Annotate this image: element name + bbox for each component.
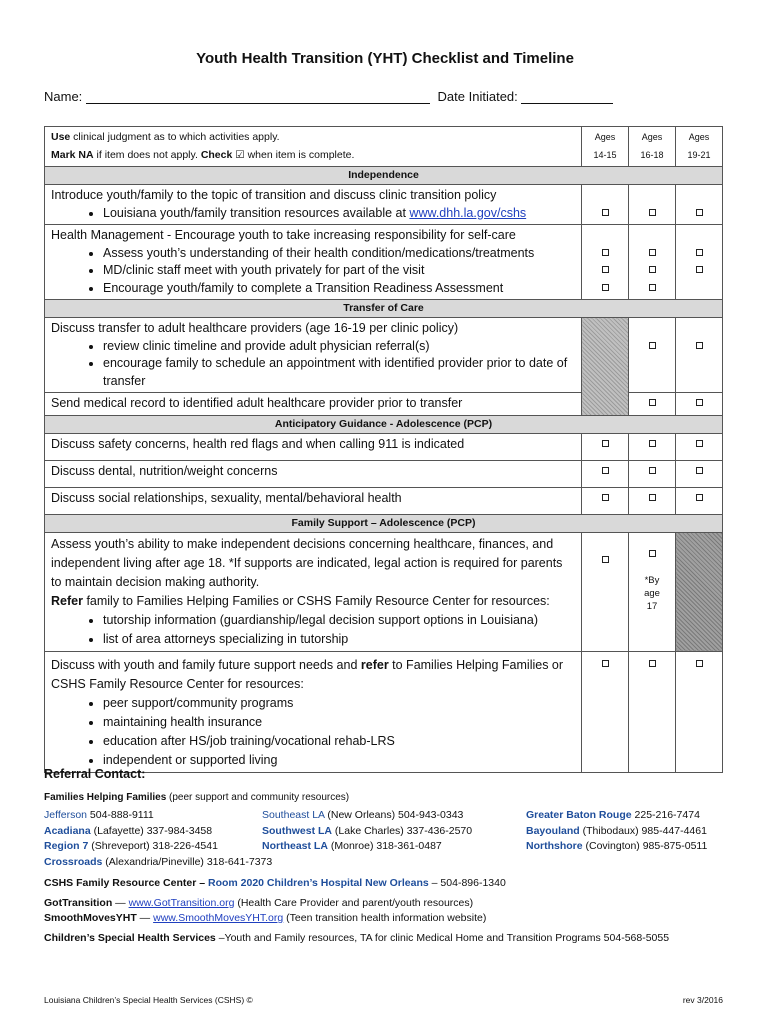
checkbox[interactable] [649, 209, 656, 216]
checkbox[interactable] [649, 660, 656, 667]
row-introduce-transition: Introduce youth/family to the topic of transition and discuss clinic transition policy • Louisiana youth/family transition resources available at www.dhh.la.gov/cshs [45, 185, 582, 225]
checkbox[interactable] [649, 342, 656, 349]
age-header-16-18: Ages 16-18 [629, 127, 676, 167]
checkbox[interactable] [649, 494, 656, 501]
shaded-cell [582, 318, 629, 416]
checkbox[interactable] [696, 249, 703, 256]
row-social: Discuss social relationships, sexuality, mental/behavioral health [45, 487, 582, 514]
checkbox[interactable] [649, 249, 656, 256]
age-header-19-21: Ages 19-21 [676, 127, 723, 167]
checkbox[interactable] [602, 556, 609, 563]
smoothmoves-line: SmoothMovesYHT — www.SmoothMovesYHT.org (Teen transition health information website) [44, 912, 487, 924]
cshs-line: Children’s Special Health Services –Youth and Family resources, TA for clinic Medical Home and Transition Programs 504-568-5055 [44, 932, 670, 944]
row-safety: Discuss safety concerns, health red flags and when calling 911 is indicated [45, 433, 582, 460]
checkbox[interactable] [696, 467, 703, 474]
checkbox[interactable] [602, 249, 609, 256]
age-header-14-15: Ages 14-15 [582, 127, 629, 167]
row-future-support: Discuss with youth and family future support needs and refer to Families Helping Families or CSHS Family Resource Center for resources: • peer support/community programs • maintaining health insurance • education after HS/job training/vocational rehab-LRS • independent or supported living [45, 651, 582, 772]
fhf-heading: Families Helping Families (peer support and community resources) [44, 792, 350, 803]
cshs-frc-line: CSHS Family Resource Center – Room 2020 Children’s Hospital New Orleans – 504-896-1340 [44, 877, 506, 889]
row-health-management: Health Management - Encourage youth to take increasing responsibility for self-care • Assess youth’s understanding of their health condition/medications/treatments • MD/clinic staff meet with youth privately for part of the visit • Encourage youth/family to complete a Transition Readiness Assessment [45, 225, 582, 300]
checkbox[interactable] [649, 550, 656, 557]
dhh-link[interactable]: www.dhh.la.gov/cshs [409, 205, 527, 220]
shaded-cell [676, 532, 723, 651]
checkbox[interactable] [649, 266, 656, 273]
checkbox[interactable] [602, 660, 609, 667]
date-field[interactable] [521, 89, 613, 104]
checkbox[interactable] [696, 209, 703, 216]
checkbox[interactable] [696, 399, 703, 406]
gottransition-line: GotTransition — www.GotTransition.org (Health Care Provider and parent/youth resources) [44, 897, 474, 909]
checkbox[interactable] [602, 209, 609, 216]
checkbox[interactable] [649, 284, 656, 291]
section-anticipatory: Anticipatory Guidance - Adolescence (PCP) [45, 415, 723, 433]
gottransition-link[interactable]: www.GotTransition.org [128, 897, 235, 909]
checkbox[interactable] [696, 266, 703, 273]
section-family-support: Family Support – Adolescence (PCP) [45, 514, 723, 532]
checkbox[interactable] [602, 266, 609, 273]
footer-copyright: Louisiana Children’s Special Health Services (CSHS) © [44, 995, 253, 1005]
checkbox[interactable] [649, 399, 656, 406]
checkbox[interactable] [649, 440, 656, 447]
section-independence: Independence [45, 167, 723, 185]
smoothmoves-link[interactable]: www.SmoothMovesYHT.org [153, 912, 284, 924]
instructions: Use clinical judgment as to which activities apply. Mark NA if item does not apply. Check ☑ when item is complete. [45, 127, 582, 167]
row-dental: Discuss dental, nutrition/weight concerns [45, 460, 582, 487]
row-discuss-transfer: Discuss transfer to adult healthcare providers (age 16-19 per clinic policy) • review clinic timeline and provide adult physician referral(s) • encourage family to schedule an appointment with identified provider prior to date of transfer [45, 318, 582, 393]
referral-heading: Referral Contact: [44, 767, 146, 781]
by-age-note: *By age 17 [644, 574, 660, 612]
checkbox[interactable] [696, 342, 703, 349]
date-label: Date Initiated: [437, 89, 518, 104]
row-send-record: Send medical record to identified adult healthcare provider prior to transfer [45, 393, 582, 416]
checkbox[interactable] [602, 440, 609, 447]
checkbox[interactable] [696, 660, 703, 667]
checkbox[interactable] [696, 440, 703, 447]
checkbox[interactable] [649, 467, 656, 474]
row-assess-decisions: Assess youth’s ability to make independent decisions concerning healthcare, finances, and independent living after age 18. *If supports are indicated, legal action is required for parents to maintain decision making authority. Refer family to Families Helping Families or CSHS Family Resource Center for resources: • tutorship information (guardianship/legal decision support options in Louisiana) • list of area attorneys specializing in tutorship [45, 532, 582, 651]
checkbox[interactable] [602, 494, 609, 501]
page-title: Youth Health Transition (YHT) Checklist and Timeline [196, 50, 574, 67]
fhf-column-3: Greater Baton Rouge 225-216-7474 Bayouland (Thibodaux) 985-447-4461 Northshore (Covington) 985-875-0511 [526, 809, 708, 852]
section-transfer: Transfer of Care [45, 300, 723, 318]
checkbox[interactable] [602, 284, 609, 291]
footer-revision: rev 3/2016 [682, 995, 723, 1005]
checklist-table [44, 126, 723, 773]
name-field[interactable] [86, 89, 430, 104]
name-date-line [44, 89, 613, 104]
checkbox[interactable] [602, 467, 609, 474]
fhf-column-2: Southeast LA (New Orleans) 504-943-0343 Southwest LA (Lake Charles) 337-436-2570 Northeast LA (Monroe) 318-361-0487 [262, 809, 473, 852]
fhf-column-1: Jefferson 504-888-9111 Acadiana (Lafayette) 337-984-3458 Region 7 (Shreveport) 318-226-4541 Crossroads (Alexandria/Pineville) 318-641-7373 [44, 809, 273, 868]
name-label: Name: [44, 89, 83, 104]
checkbox[interactable] [696, 494, 703, 501]
checked-box-icon: ☑ [235, 148, 245, 161]
